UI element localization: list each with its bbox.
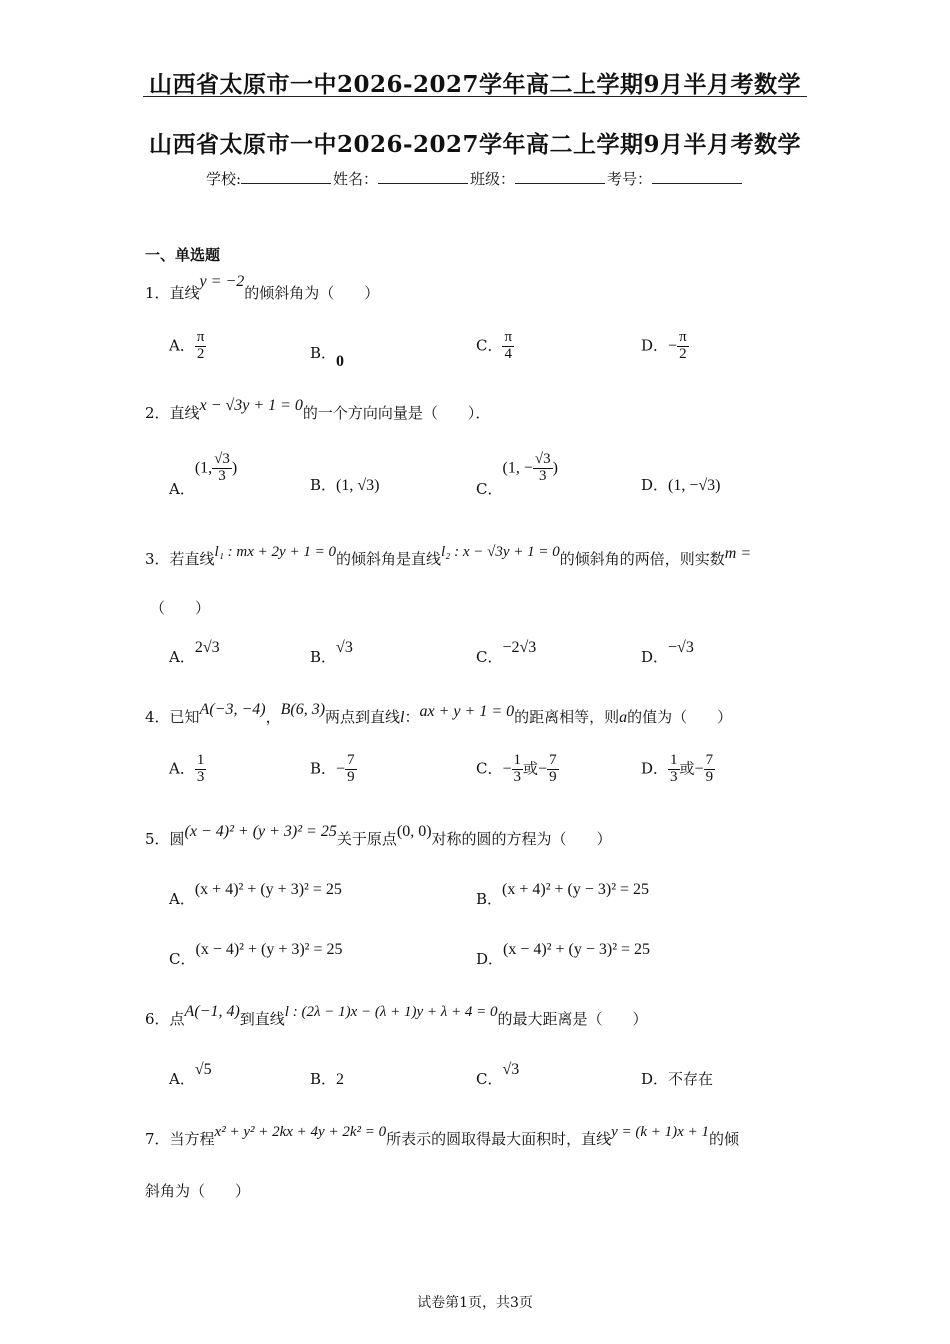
option-label: D．: [476, 950, 504, 968]
q3-math-l2: l₂ : x − √3y + 1 = 0: [440, 544, 560, 560]
page-title: 山西省太原市一中2026-2027学年高二上学期9月半月考数学: [148, 131, 802, 158]
q6-option-d: [641, 1068, 713, 1089]
fraction: $\frac{\pi}{4}$: [504, 329, 513, 362]
option-value: −√3: [668, 639, 694, 656]
question-3: [145, 544, 752, 569]
fraction: $\frac{1}{3}$: [513, 752, 522, 785]
minus-sign: −: [668, 337, 678, 355]
option-value: √5: [194, 1061, 212, 1078]
name-blank: [378, 169, 468, 184]
q7-line2: 斜角为（ ）: [145, 1182, 251, 1200]
option-value: 不存在: [668, 1070, 714, 1088]
q1-number: 1．直线: [145, 284, 200, 302]
option-value: (x − 4)² + (y + 3)² = 25: [195, 941, 343, 958]
class-blank: [515, 169, 605, 184]
q2-math: x − √3y + 1 = 0: [199, 397, 303, 414]
option-label: D．: [641, 1070, 669, 1088]
option-label: C．: [476, 480, 503, 499]
q2-option-c: [476, 451, 558, 499]
header-divider: [143, 96, 807, 97]
question-4: [145, 701, 733, 727]
fraction: $\frac{√3}{3}$: [534, 451, 551, 484]
q4-var-a: a: [619, 709, 628, 726]
q2-option-d: [641, 474, 721, 495]
fraction: $\frac{7}{9}$: [549, 752, 557, 785]
q3-answer-paren: （ ）: [150, 599, 211, 617]
page-footer: 试卷第1页，共3页: [417, 1295, 533, 1311]
q6-option-a: [169, 1061, 212, 1089]
q1-option-c: [476, 330, 514, 363]
q7-math-circle: x² + y² + 2kx + 4y + 2k² = 0: [214, 1124, 387, 1140]
school-label: 学校:: [205, 170, 241, 188]
or-text: 或: [523, 759, 539, 778]
option-value: (x − 4)² + (y − 3)² = 25: [503, 941, 651, 958]
option-label: D．: [641, 759, 669, 778]
option-value: √3: [502, 1061, 520, 1078]
option-label: D．: [641, 476, 669, 494]
q3-number: 3．若直线: [145, 550, 215, 568]
q4-text-tail: 的距离相等，则: [514, 708, 620, 726]
q1-option-d: [641, 330, 689, 363]
q3-math-m: m =: [724, 545, 752, 562]
option-label: A．: [169, 480, 195, 499]
colon: ：: [404, 708, 420, 726]
option-label: C．: [476, 336, 503, 355]
q5-option-c: [169, 941, 343, 969]
q4-line-l: l: [400, 709, 405, 726]
option-value: −2√3: [502, 639, 537, 656]
q4-option-b: [310, 753, 357, 786]
fraction: $\frac{1}{3}$: [670, 752, 678, 785]
q6-point-a: A(−1, 4): [184, 1003, 240, 1020]
option-label: A．: [169, 890, 195, 908]
question-2: [145, 397, 491, 423]
q2-number: 2．直线: [145, 404, 200, 422]
q2-option-b: [310, 474, 379, 495]
minus-sign: −: [502, 760, 512, 778]
running-title: 山西省太原市一中2026-2027学年高二上学期9月半月考数学: [148, 71, 802, 98]
question-5: [145, 823, 612, 849]
paren: (1,: [194, 459, 213, 477]
option-label: C．: [169, 950, 196, 968]
q3-math-l1: l₁ : mx + 2y + 1 = 0: [214, 544, 336, 560]
q5-option-d: [476, 941, 651, 969]
student-info-line: [0, 168, 950, 189]
option-label: B．: [310, 648, 337, 666]
fraction: $\frac{7}{9}$: [705, 752, 714, 785]
q4-option-c: [476, 753, 559, 786]
q2-option-a: [169, 451, 238, 499]
option-value: (1, √3): [336, 477, 380, 494]
minus-sign: −: [336, 760, 346, 778]
option-label: B．: [310, 1070, 337, 1088]
name-label: 姓名：: [333, 170, 379, 188]
option-label: B．: [310, 344, 337, 362]
q3-text: 的倾斜角是直线: [335, 550, 441, 568]
q6-number: 6．点: [145, 1010, 185, 1028]
minus-sign: −: [538, 760, 548, 778]
q4-text-tail2: 的值为（ ）: [627, 708, 733, 726]
q5-number: 5．圆: [145, 830, 185, 848]
option-value: 2: [336, 1071, 345, 1088]
option-value: (x + 4)² + (y + 3)² = 25: [194, 881, 342, 898]
option-value: (1, −√3): [668, 477, 721, 494]
option-value: 0: [336, 353, 345, 370]
fraction: $\frac{√3}{3}$: [214, 451, 230, 484]
fraction: $\frac{\pi}{2}$: [196, 329, 205, 362]
q3-option-b: [310, 639, 353, 667]
option-label: C．: [476, 648, 503, 666]
paren: (1, −: [502, 459, 533, 477]
q5-text-tail: 对称的圆的方程为（ ）: [431, 830, 612, 848]
exam-no-blank: [652, 169, 742, 184]
question-1: [145, 273, 380, 303]
q3-text-tail: 的倾斜角的两倍，则实数: [559, 550, 725, 568]
fraction: $\frac{7}{9}$: [347, 752, 355, 785]
question-7: [145, 1124, 739, 1149]
option-label: B．: [310, 476, 337, 494]
q4-math-line: ax + y + 1 = 0: [419, 703, 515, 720]
section-heading: 一、单选题: [145, 246, 221, 264]
q7-text-tail: 的倾: [708, 1130, 739, 1148]
q5-math-circle: (x − 4)² + (y + 3)² = 25: [184, 823, 337, 840]
q5-text: 关于原点: [336, 830, 397, 848]
q5-option-b: [476, 881, 650, 909]
q5-option-a: [169, 881, 342, 909]
option-label: A．: [169, 336, 195, 355]
option-label: D．: [641, 336, 669, 355]
q1-option-b: [310, 342, 345, 370]
q3-option-d: [641, 639, 694, 667]
q7-number: 7．当方程: [145, 1130, 215, 1148]
q7-math-line: y = (k + 1)x + 1: [611, 1124, 709, 1140]
option-label: B．: [476, 890, 503, 908]
q4-point-a: A(−3, −4): [199, 701, 266, 718]
q2-text: 的一个方向向量是（ ）．: [302, 404, 491, 422]
or-text: 或: [679, 759, 695, 778]
q4-point-b: B(6, 3): [280, 701, 326, 718]
q5-math-origin: (0, 0): [396, 823, 432, 840]
option-label: A．: [169, 648, 195, 666]
minus-sign: −: [694, 760, 704, 778]
paren: ): [552, 459, 558, 477]
q4-number: 4．已知: [145, 708, 200, 726]
option-value: (x + 4)² + (y − 3)² = 25: [502, 881, 650, 898]
q6-math-line: l : (2λ − 1)x − (λ + 1)y + λ + 4 = 0: [284, 1004, 498, 1020]
q4-option-d: [641, 753, 715, 786]
q6-option-b: [310, 1068, 344, 1089]
q4-option-a: [169, 753, 206, 786]
fraction: $\frac{1}{3}$: [196, 752, 205, 785]
option-label: D．: [641, 648, 669, 666]
school-blank: [241, 169, 331, 184]
option-label: A．: [169, 759, 195, 778]
class-label: 班级：: [470, 170, 516, 188]
option-value: 2√3: [194, 639, 220, 656]
paren: ): [231, 459, 238, 477]
option-value: √3: [336, 639, 353, 656]
exam-no-label: 考号：: [607, 170, 653, 188]
option-label: C．: [476, 759, 503, 778]
option-label: A．: [169, 1070, 195, 1088]
q6-text: 到直线: [239, 1010, 285, 1028]
q6-option-c: [476, 1061, 520, 1089]
comma: ，: [265, 708, 281, 726]
q1-text: 的倾斜角为（ ）: [244, 284, 380, 302]
q3-option-c: [476, 639, 537, 667]
q1-math: y = −2: [199, 273, 245, 290]
q1-option-a: [169, 330, 206, 363]
question-6: [145, 1003, 648, 1029]
option-label: B．: [310, 759, 337, 778]
option-label: C．: [476, 1070, 503, 1088]
q3-option-a: [169, 639, 220, 667]
q6-text-tail: 的最大距离是（ ）: [497, 1010, 648, 1028]
fraction: $\frac{\pi}{2}$: [679, 329, 687, 362]
q7-text: 所表示的圆取得最大面积时，直线: [386, 1130, 612, 1148]
q4-text: 两点到直线: [325, 708, 401, 726]
